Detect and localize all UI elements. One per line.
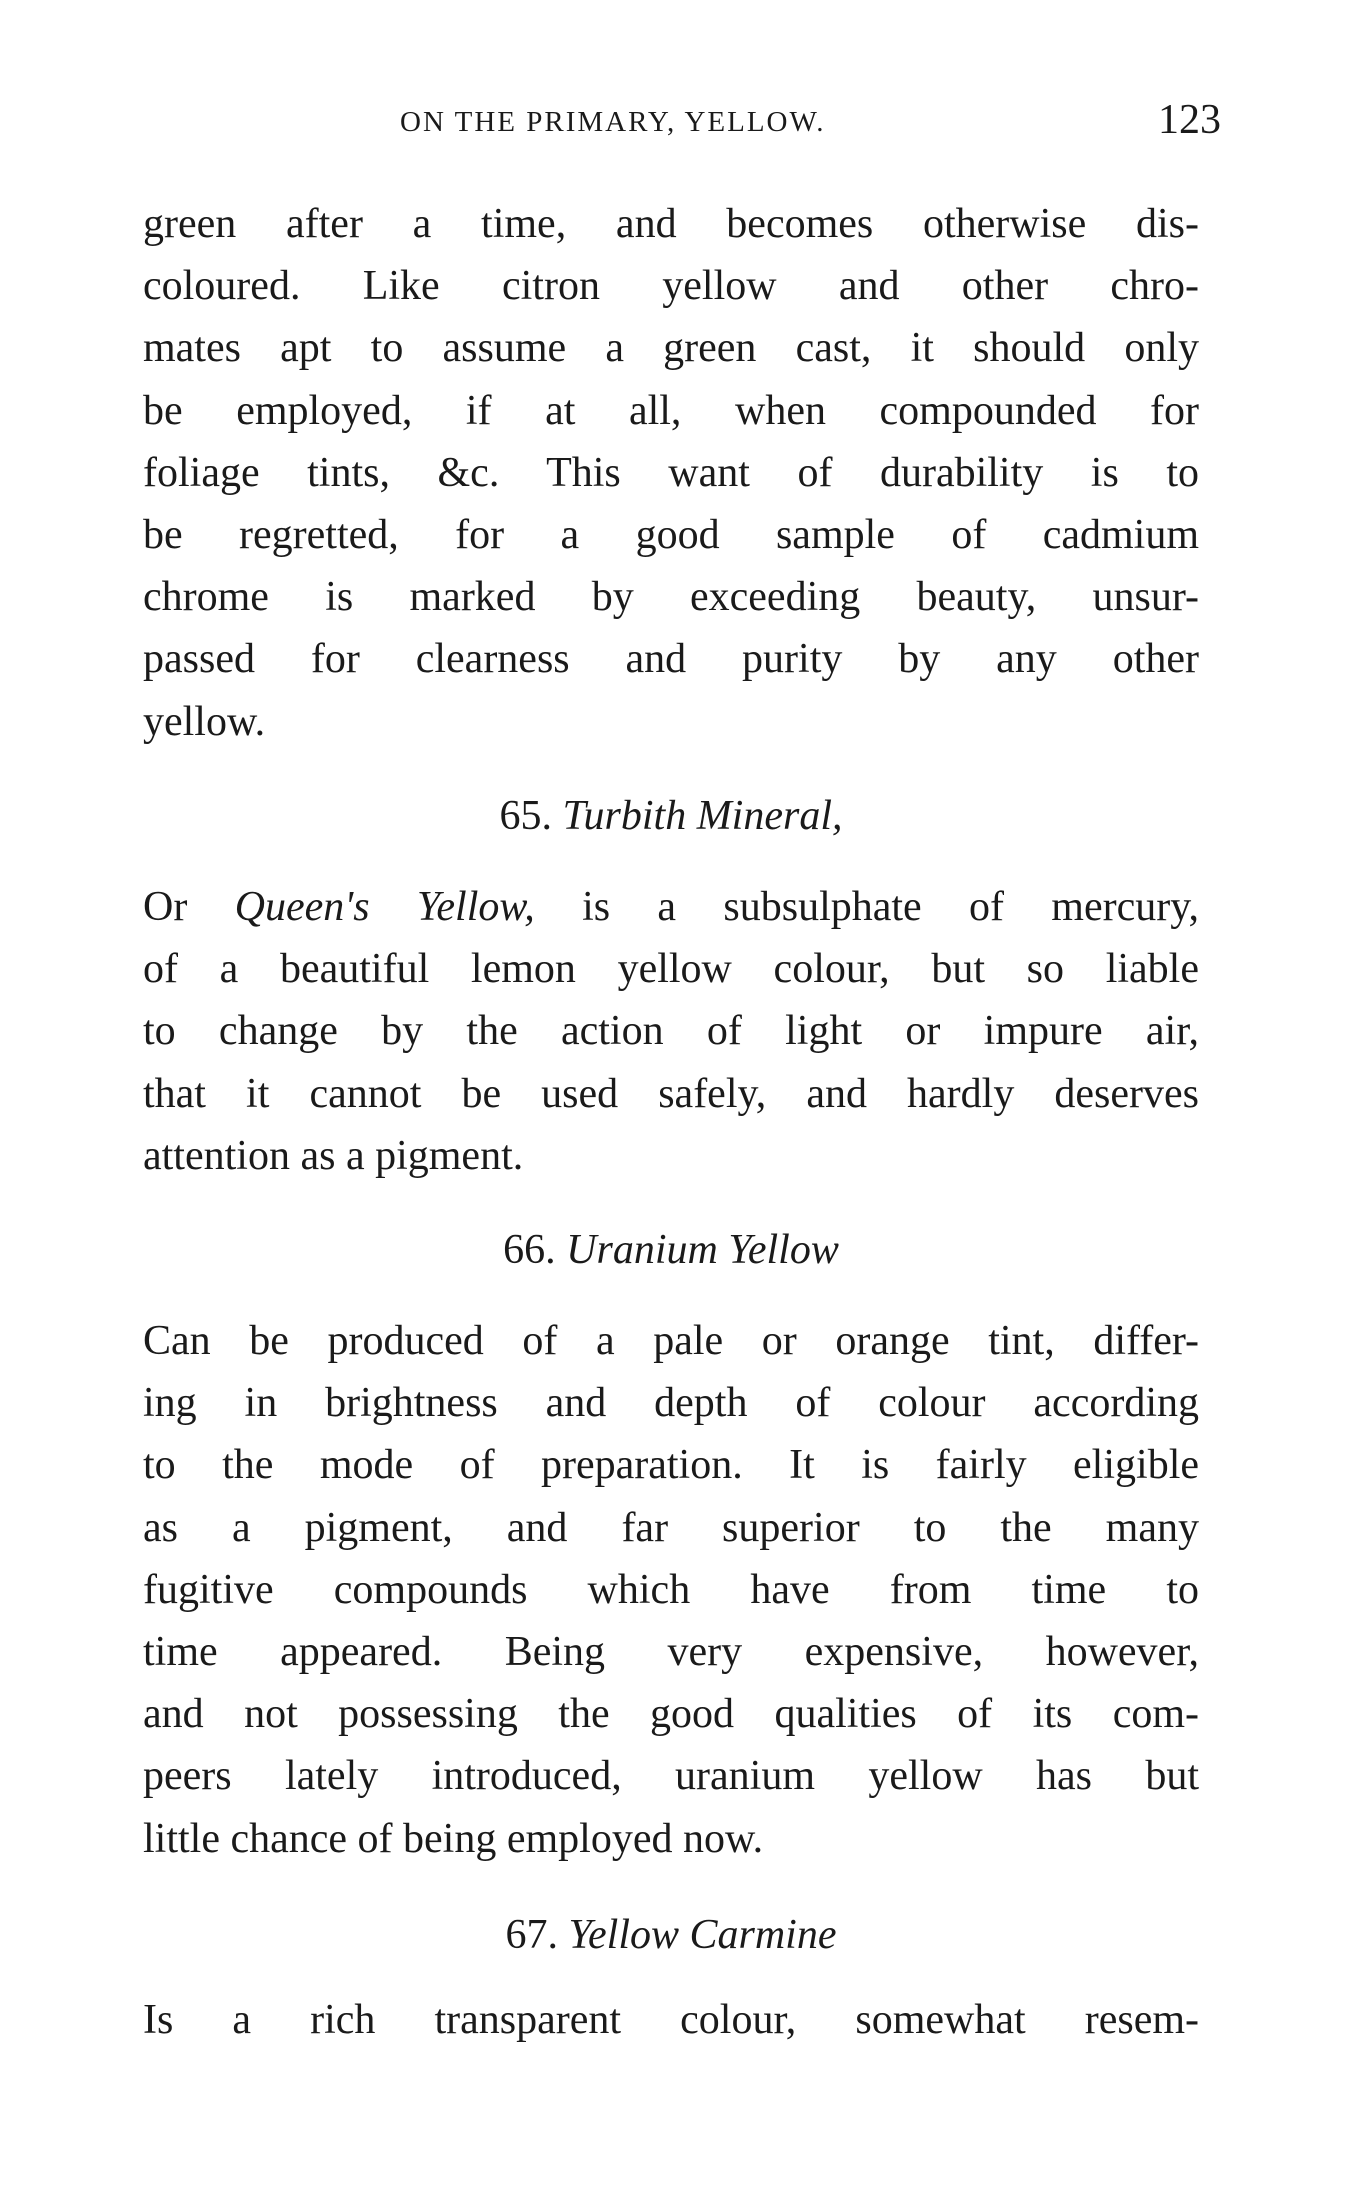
text-line [143, 1131, 1199, 1181]
text-line [143, 634, 1199, 684]
text-line [143, 386, 1199, 436]
text-line [143, 697, 1199, 747]
text-line [143, 510, 1199, 560]
text: be employed, if at all, when compounded for [143, 387, 1199, 434]
text-line [143, 1316, 1199, 1366]
text: ing in brightness and depth of colour according [143, 1380, 1199, 1427]
text: 66. [503, 1227, 556, 1273]
text: Or [143, 884, 235, 930]
text: time appeared. Being very expensive, however, [143, 1629, 1199, 1675]
text-line [143, 1503, 1199, 1553]
text: fugitive compounds which have from time to [143, 1566, 1199, 1613]
text-line [143, 1814, 1199, 1864]
text: foliage tints, &c. This want of durability is to [143, 449, 1199, 496]
text: little chance of being employed now. [143, 1815, 764, 1862]
italic-text: Yellow Carmine [568, 1912, 837, 1958]
text: coloured. Like citron yellow and other chro- [143, 263, 1199, 310]
text: as a pigment, and far superior to the many [143, 1504, 1199, 1551]
text: and not possessing the good qualities of its com- [143, 1691, 1199, 1738]
text: attention as a pigment. [143, 1132, 524, 1179]
italic-text: Turbith Mineral, [562, 793, 843, 839]
text-line [143, 1069, 1199, 1119]
text-line [143, 1995, 1199, 2045]
running-title: ON THE PRIMARY, YELLOW. [400, 106, 826, 138]
text: to change by the action of light or impure air, [143, 1008, 1199, 1055]
text: passed for clearness and purity by any other [143, 636, 1199, 683]
section-heading [143, 1910, 1199, 1960]
text: peers lately introduced, uranium yellow has but [143, 1753, 1199, 1800]
text-line [143, 261, 1199, 311]
text-line [143, 1440, 1199, 1490]
text: Is a rich transparent colour, somewhat resem- [143, 1997, 1199, 2043]
text: yellow. [143, 698, 266, 745]
text: 65. [499, 793, 552, 839]
text: Can be produced of a pale or orange tint, differ- [143, 1318, 1199, 1364]
text-line [143, 1627, 1199, 1677]
text: mates apt to assume a green cast, it should only [143, 325, 1199, 372]
text: 67. [505, 1912, 558, 1958]
section-heading [143, 791, 1199, 841]
italic-text: Uranium Yellow [566, 1227, 839, 1273]
text-line [143, 572, 1199, 622]
text: of a beautiful lemon yellow colour, but so liable [143, 946, 1199, 993]
text: green after a time, and becomes otherwise dis- [143, 201, 1199, 247]
text-line [143, 1006, 1199, 1056]
section-heading [143, 1225, 1199, 1275]
text-line [143, 199, 1199, 249]
text-line [143, 882, 1199, 932]
text-line [143, 448, 1199, 498]
text: chrome is marked by exceeding beauty, unsur- [143, 574, 1199, 621]
italic-text: Queen's Yellow, [234, 884, 535, 930]
text: to the mode of preparation. It is fairly eligible [143, 1442, 1199, 1489]
text: is a subsulphate of mercury, [534, 884, 1199, 930]
text-line [143, 1378, 1199, 1428]
text: be regretted, for a good sample of cadmium [143, 512, 1199, 558]
text-line [143, 1565, 1199, 1615]
text-line [143, 1751, 1199, 1801]
page-number: 123 [1158, 97, 1221, 143]
text: that it cannot be used safely, and hardly deserves [143, 1070, 1199, 1117]
text-line [143, 323, 1199, 373]
text-line [143, 1689, 1199, 1739]
text-line [143, 944, 1199, 994]
